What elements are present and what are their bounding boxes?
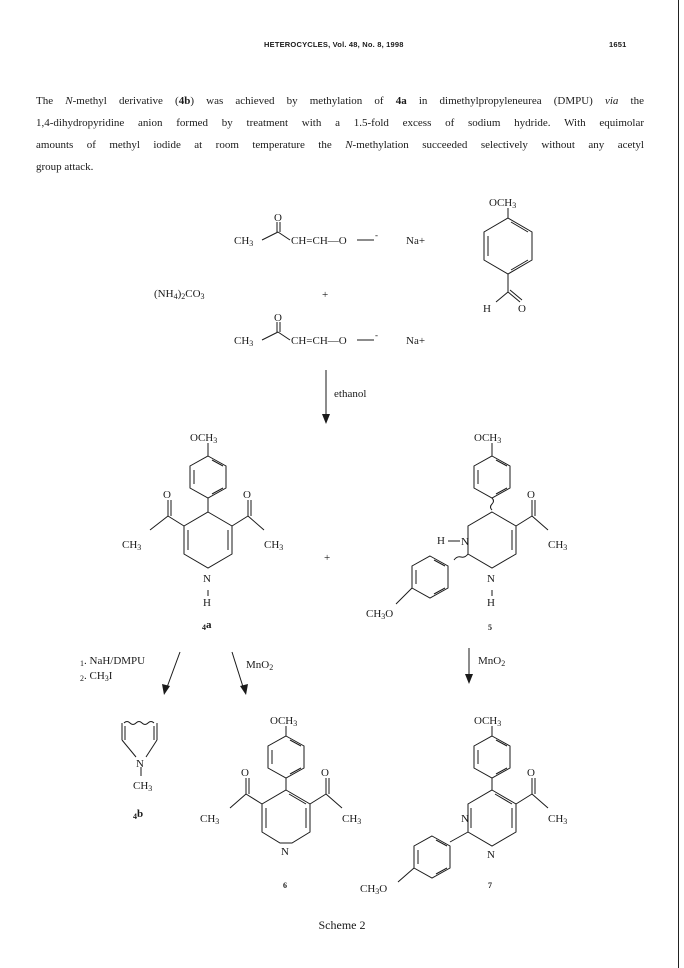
compound-7-label: 7	[488, 881, 492, 890]
compound-5-och3: OCH3	[474, 432, 502, 445]
compound-7-ch3: CH3	[548, 813, 568, 826]
compound-5-o: O	[527, 489, 535, 501]
enolate-top-charge: -	[375, 230, 378, 240]
text-run: The	[36, 95, 66, 107]
compound-4a-o-right: O	[243, 489, 251, 501]
running-header	[0, 40, 684, 54]
compound-4b-n: N	[136, 758, 144, 770]
compound-6-structure	[230, 726, 342, 843]
compound-5-ch3: CH3	[548, 539, 568, 552]
compound-6-o-left: O	[241, 767, 249, 779]
step1-label: 1. NaH/DMPU	[80, 655, 146, 668]
anisaldehyde-och3: OCH3	[489, 197, 517, 210]
enolate-bottom-charge: -	[375, 330, 378, 340]
paragraph-line-2	[36, 112, 644, 134]
enolate-bottom-ch3: CH3	[234, 335, 254, 348]
scheme-caption: Scheme 2	[318, 918, 366, 932]
enolate-top-chain: CH=CH—O	[291, 235, 347, 247]
reagent-plus: +	[322, 289, 329, 301]
compound-7-n3: N	[487, 849, 495, 861]
compound-4b-label: 4b	[133, 808, 144, 821]
text-run: N	[345, 139, 353, 151]
mno2-left-label: MnO2	[246, 659, 274, 672]
text-run: N	[65, 95, 73, 107]
compound-4a-h: H	[203, 597, 211, 609]
text-run: 1,4-dihydropyridine anion formed by treatment with a 1.5-fold excess of sodium hydride. With equimolar	[36, 117, 644, 129]
compound-7-ch3o: CH3O	[360, 883, 388, 896]
text-run: amounts of methyl iodide at room temperature the	[36, 139, 346, 151]
page-number: 1651	[609, 40, 627, 49]
compound-6-och3: OCH3	[270, 715, 298, 728]
enolate-top-sodium: Na+	[406, 235, 426, 247]
paragraph-line-4	[36, 156, 644, 178]
compound-5-label: 5	[488, 623, 492, 632]
plus-4a-5: +	[324, 552, 331, 564]
aldehyde-h: H	[483, 303, 491, 315]
body-paragraph	[36, 90, 644, 178]
compound-4b-ch3: CH3	[133, 780, 153, 793]
compound-7-o: O	[527, 767, 535, 779]
paragraph-line-1	[36, 90, 644, 112]
compound-6-o-right: O	[321, 767, 329, 779]
text-run: group attack.	[36, 161, 94, 173]
paragraph-line-3	[36, 134, 644, 156]
enolate-bottom-carbonyl-o: O	[274, 312, 282, 324]
enolate-bottom-sodium: Na+	[406, 335, 426, 347]
compound-6-label: 6	[283, 881, 287, 890]
text-run: the	[618, 95, 644, 107]
text-run: 4b	[178, 95, 191, 107]
text-run: in dimethylpropyleneurea (DMPU)	[406, 95, 605, 107]
reaction-scheme	[0, 180, 684, 920]
ethanol-label: ethanol	[334, 388, 367, 400]
compound-4a-och3: OCH3	[190, 432, 218, 445]
compound-5-structure	[396, 443, 548, 604]
anisaldehyde-structure	[484, 208, 532, 302]
enolate-bottom-chain: CH=CH—O	[291, 335, 347, 347]
text-run: -methylation succeeded selectively without any acetyl	[352, 139, 644, 151]
compound-4a-ch3-left: CH3	[122, 539, 142, 552]
ammonium-carbonate: (NH4)2CO3	[154, 288, 205, 301]
compound-4a-n: N	[203, 573, 211, 585]
journal-citation: HETEROCYCLES, Vol. 48, No. 8, 1998	[264, 40, 404, 49]
compound-7-och3: OCH3	[474, 715, 502, 728]
text-run: via	[604, 95, 619, 107]
aldehyde-o: O	[518, 303, 526, 315]
compound-5-n3: N	[487, 573, 495, 585]
text-run: ) was achieved by methylation of	[190, 95, 396, 107]
enolate-top-carbonyl-o: O	[274, 212, 282, 224]
compound-7-structure	[398, 726, 548, 882]
mno2-right-label: MnO2	[478, 655, 506, 668]
compound-4a-label: 4a	[202, 619, 212, 632]
text-run: 4a	[395, 95, 407, 107]
enolate-top-ch3: CH3	[234, 235, 254, 248]
compound-5-n1: N	[461, 536, 469, 548]
compound-5-h: H	[437, 535, 445, 547]
step2-label: 2. CH3I	[80, 670, 113, 683]
compound-6-n: N	[281, 846, 289, 858]
compound-4a-o-left: O	[163, 489, 171, 501]
compound-5-h3: H	[487, 597, 495, 609]
compound-6-ch3-right: CH3	[342, 813, 362, 826]
compound-4a-ch3-right: CH3	[264, 539, 284, 552]
compound-7-n1: N	[461, 813, 469, 825]
compound-5-ch3o: CH3O	[366, 608, 394, 621]
compound-6-ch3-left: CH3	[200, 813, 220, 826]
text-run: -methyl derivative (	[72, 95, 179, 107]
